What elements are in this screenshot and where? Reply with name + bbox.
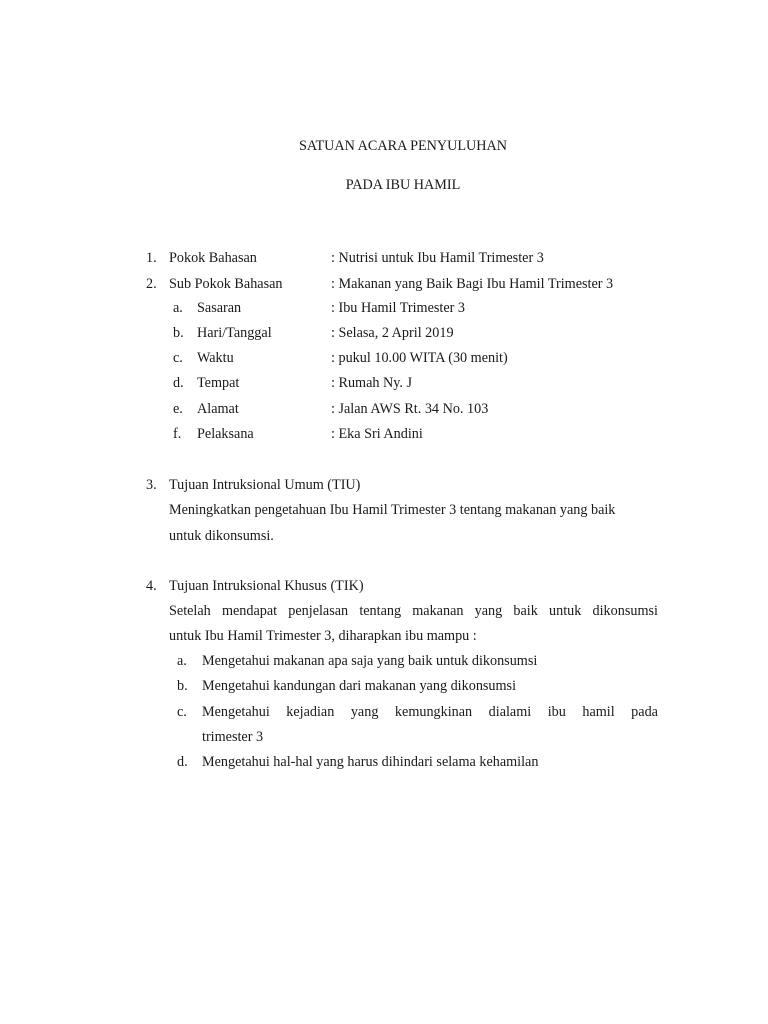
sub-item-value: : Jalan AWS Rt. 34 No. 103 [331,401,489,417]
point-number: a. [177,653,187,669]
point-number: c. [177,704,187,720]
section-heading: Tujuan Intruksional Khusus (TIK) [169,578,364,594]
sub-item-value: : Selasa, 2 April 2019 [331,325,454,341]
sub-item-value: : pukul 10.00 WITA (30 menit) [331,350,508,366]
sub-item-value: : Eka Sri Andini [331,426,423,442]
item-value: : Nutrisi untuk Ibu Hamil Trimester 3 [331,250,544,266]
word: penjelasan [288,603,349,619]
word: kejadian [286,704,335,720]
point-number: d. [177,754,188,770]
word: yang [474,603,503,619]
word: untuk [549,603,582,619]
word: hamil [582,704,615,720]
section-number: 4. [146,578,157,594]
sub-item-number: d. [173,375,184,391]
sub-item-label: Tempat [197,375,240,391]
sub-item-label: Hari/Tanggal [197,325,272,341]
word: tentang [359,603,402,619]
point-text [202,704,658,721]
sub-item-number: c. [173,350,183,366]
sub-item-label: Waktu [197,350,234,366]
section-heading: Tujuan Intruksional Umum (TIU) [169,477,361,493]
item-label: Sub Pokok Bahasan [169,276,283,292]
document-subtitle: PADA IBU HAMIL [345,177,461,193]
paragraph-line: untuk dikonsumsi. [169,528,274,544]
word: makanan [412,603,464,619]
word: Setelah [169,603,211,619]
word: Mengetahui [202,704,270,720]
item-value: : Makanan yang Baik Bagi Ibu Hamil Trimester 3 [331,276,614,292]
sub-item-number: a. [173,300,183,316]
sub-item-number: f. [173,426,182,442]
document-title: SATUAN ACARA PENYULUHAN [298,138,508,154]
point-text: Mengetahui hal-hal yang harus dihindari selama kehamilan [202,754,539,770]
item-number: 2. [146,276,157,292]
word: baik [513,603,538,619]
paragraph-line: untuk Ibu Hamil Trimester 3, diharapkan ibu mampu : [169,628,477,644]
sub-item-number: b. [173,325,184,341]
sub-item-number: e. [173,401,183,417]
point-number: b. [177,678,188,694]
word: kemungkinan [394,704,473,720]
section-number: 3. [146,477,157,493]
item-label: Pokok Bahasan [169,250,257,266]
paragraph-line: Meningkatkan pengetahuan Ibu Hamil Trimester 3 tentang makanan yang baik [169,502,616,518]
word: ibu [547,704,566,720]
word: yang [350,704,379,720]
sub-item-value: : Rumah Ny. J [331,375,413,391]
paragraph-line [169,603,658,620]
point-text: Mengetahui makanan apa saja yang baik untuk dikonsumsi [202,653,538,669]
item-number: 1. [146,250,157,266]
sub-item-label: Sasaran [197,300,242,316]
word: pada [631,704,658,720]
sub-item-label: Pelaksana [197,426,254,442]
word: mendapat [221,603,278,619]
word: dialami [488,704,532,720]
sub-item-value: : Ibu Hamil Trimester 3 [331,300,465,316]
point-text-continued: trimester 3 [202,729,264,745]
word: dikonsumsi [592,603,658,619]
point-text: Mengetahui kandungan dari makanan yang dikonsumsi [202,678,517,694]
sub-item-label: Alamat [197,401,239,417]
